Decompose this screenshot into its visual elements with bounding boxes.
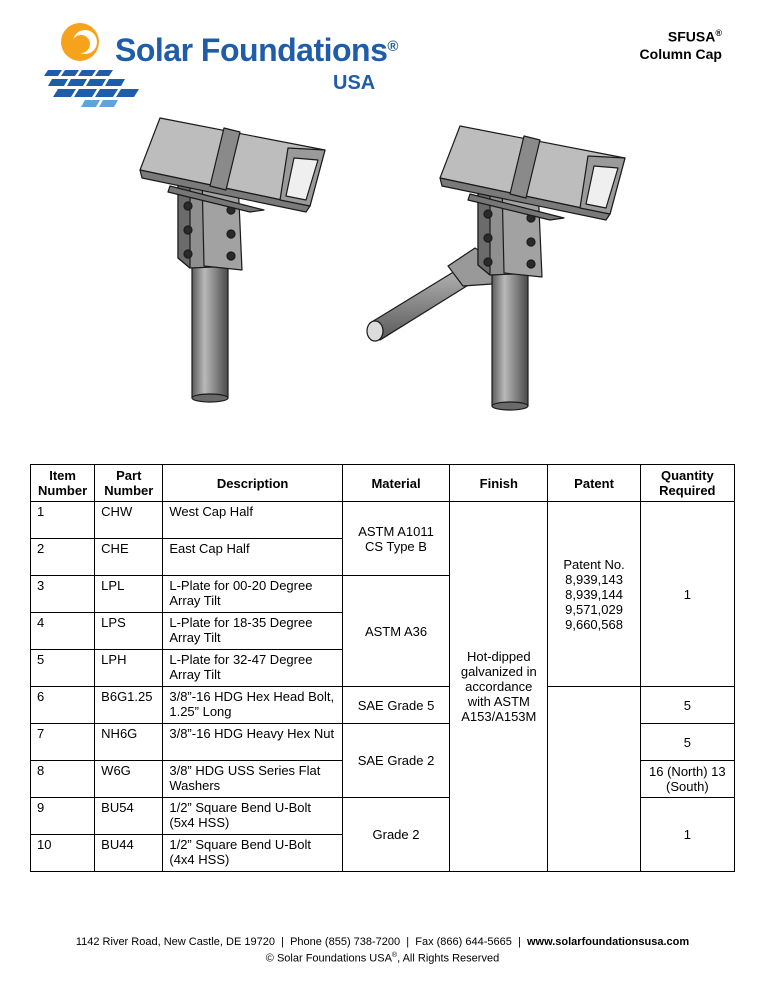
cell-part: BU44	[95, 835, 163, 872]
cell-item: 1	[31, 502, 95, 539]
cell-item: 9	[31, 798, 95, 835]
cell-description: West Cap Half	[163, 502, 343, 539]
document-code: SFUSA®	[667, 28, 722, 45]
cell-description: 1/2” Square Bend U-Bolt (4x4 HSS)	[163, 835, 343, 872]
col-header-part: Part Number	[95, 465, 163, 502]
table-row	[31, 502, 735, 539]
cell-item: 7	[31, 724, 95, 761]
footer-contact: 1142 River Road, New Castle, DE 19720 | Phone (855) 738-7200 | Fax (866) 644-5665 | www.solarfoundationsusa.com	[75, 936, 690, 948]
cell-description: 3/8” HDG USS Series Flat Washers	[163, 761, 343, 798]
column-cap-rendering-left	[140, 118, 325, 402]
cell-material: ASTM A36	[342, 576, 449, 687]
footer-website-link[interactable]: www.solarfoundationsusa.com	[526, 936, 690, 948]
document-header	[640, 25, 722, 63]
cell-patent-empty	[548, 687, 640, 872]
cell-finish: Hot-dipped galvanized in accordance with ASTM A153/A153M	[450, 502, 548, 872]
cell-part: B6G1.25	[95, 687, 163, 724]
col-header-finish: Finish	[450, 465, 548, 502]
document-title: Column Cap	[639, 45, 722, 62]
cell-item: 10	[31, 835, 95, 872]
col-header-patent: Patent	[548, 465, 640, 502]
cell-quantity: 1	[640, 502, 734, 687]
cell-quantity: 1	[640, 798, 734, 872]
cell-item: 4	[31, 613, 95, 650]
cell-material: ASTM A1011 CS Type B	[342, 502, 449, 576]
col-header-quantity: Quantity Required	[640, 465, 734, 502]
cell-material: Grade 2	[342, 798, 449, 872]
cell-part: LPL	[95, 576, 163, 613]
cell-part: W6G	[95, 761, 163, 798]
page-footer	[0, 935, 765, 966]
cell-description: L-Plate for 00-20 Degree Array Tilt	[163, 576, 343, 613]
cell-part: BU54	[95, 798, 163, 835]
cell-description: L-Plate for 32-47 Degree Array Tilt	[163, 650, 343, 687]
cell-material: SAE Grade 5	[342, 687, 449, 724]
cell-part: CHE	[95, 539, 163, 576]
col-header-description: Description	[163, 465, 343, 502]
cell-description: East Cap Half	[163, 539, 343, 576]
cell-part: CHW	[95, 502, 163, 539]
cell-patent: Patent No. 8,939,143 8,939,144 9,571,029 9,660,568	[548, 502, 640, 687]
col-header-material: Material	[342, 465, 449, 502]
cell-quantity: 16 (North) 13 (South)	[640, 761, 734, 798]
parts-table	[30, 464, 735, 872]
cell-quantity: 5	[640, 724, 734, 761]
cell-description: 3/8”-16 HDG Hex Head Bolt, 1.25” Long	[163, 687, 343, 724]
footer-address: 1142 River Road, New Castle, DE 19720	[75, 936, 275, 948]
cell-item: 3	[31, 576, 95, 613]
cell-part: LPS	[95, 613, 163, 650]
table-row	[31, 687, 735, 724]
cell-item: 5	[31, 650, 95, 687]
column-cap-rendering-right	[367, 126, 625, 410]
brand-sub: USA	[333, 72, 376, 94]
cell-quantity: 5	[640, 687, 734, 724]
footer-fax: Fax (866) 644-5665	[415, 936, 512, 948]
cell-item: 6	[31, 687, 95, 724]
cell-description: L-Plate for 18-35 Degree Array Tilt	[163, 613, 343, 650]
cell-item: 2	[31, 539, 95, 576]
cell-item: 8	[31, 761, 95, 798]
table-header-row	[31, 465, 735, 502]
product-renderings	[130, 108, 640, 418]
cell-part: LPH	[95, 650, 163, 687]
footer-copyright: © Solar Foundations USA®, All Rights Reserved	[265, 952, 500, 965]
cell-description: 1/2” Square Bend U-Bolt (5x4 HSS)	[163, 798, 343, 835]
brand-name: Solar Foundations®	[115, 32, 398, 68]
col-header-item: Item Number	[31, 465, 95, 502]
cell-description: 3/8”-16 HDG Heavy Hex Nut	[163, 724, 343, 761]
cell-material: SAE Grade 2	[342, 724, 449, 798]
cell-part: NH6G	[95, 724, 163, 761]
footer-phone: Phone (855) 738-7200	[290, 936, 401, 948]
